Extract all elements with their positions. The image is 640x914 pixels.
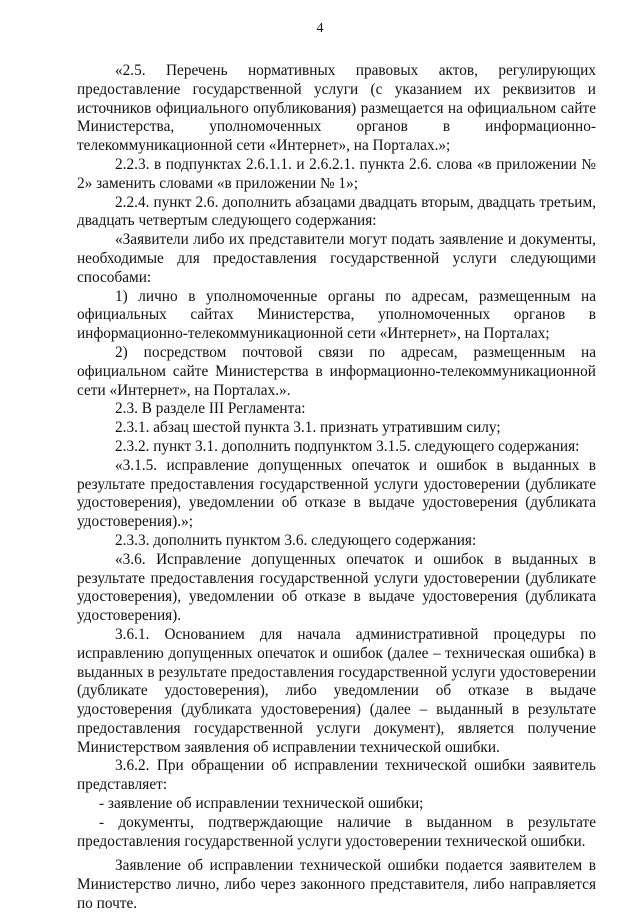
- page-number: 4: [316, 21, 324, 36]
- paragraph-3-6: «3.6. Исправление допущенных опечаток и ошибок в выданных в результате предоставления государственной услуги удостоверении (дубликате удостоверения), уведомлении об отказе в выдаче удостоверения (дубликата удостоверения).: [77, 550, 596, 625]
- paragraph-2-2-3: 2.2.3. в подпунктах 2.6.1.1. и 2.6.2.1. пункта 2.6. слова «в приложении № 2» заменить словами «в приложении № 1»;: [77, 155, 596, 192]
- paragraph-applicants: «Заявители либо их представители могут подать заявление и документы, необходимые для предоставления государственной услуги следующими способами:: [77, 231, 596, 286]
- document-body: [77, 62, 596, 914]
- list-item-documents: - документы, подтверждающие наличие в выданном в результате предоставления государственной услуги удостоверении технической ошибки.: [77, 813, 596, 850]
- list-item-application: - заявление об исправлении технической ошибки;: [99, 795, 424, 813]
- paragraph-2-3-3: 2.3.3. дополнить пунктом 3.6. следующего содержания:: [115, 531, 477, 549]
- paragraph-3-1-5: «3.1.5. исправление допущенных опечаток и ошибок в выданных в результате предоставления государственной услуги удостоверении (дубликате удостоверения), уведомлении об отказе в выдаче удостоверения (дубликата удостоверения).»;: [77, 456, 596, 531]
- paragraph-2-3-1: 2.3.1. абзац шестой пункта 3.1. признать утратившим силу;: [115, 419, 501, 437]
- paragraph-2-3: 2.3. В разделе III Регламента:: [115, 400, 306, 418]
- paragraph-3-6-2: 3.6.2. При обращении об исправлении технической ошибки заявитель представляет:: [77, 757, 596, 794]
- paragraph-method-2: 2) посредством почтовой связи по адресам, размещенным на официальном сайте Министерства в информационно-телекоммуникационной сети «Интернет», на Порталах.».: [77, 343, 596, 399]
- paragraph-2-2-4: 2.2.4. пункт 2.6. дополнить абзацами двадцать вторым, двадцать третьим, двадцать четвертым следующего содержания:: [77, 193, 596, 230]
- paragraph-submission: Заявление об исправлении технической ошибки подается заявителем в Министерство лично, либо через законного представителя, либо направляется по почте.: [77, 857, 596, 913]
- paragraph-3-6-1: 3.6.1. Основанием для начала административной процедуры по исправлению допущенных опечаток и ошибок (далее – техническая ошибка) в выданных в результате предоставления государственной услуги удостоверении (дубликате удостоверения), либо уведомлении об отказе в выдаче удостоверения (дубликата удостоверения) (далее – выданный в результате предоставления государственной услуги документ), является получение Министерством заявления об исправлении технической ошибки.: [77, 625, 596, 756]
- paragraph-method-1: 1) лично в уполномоченные органы по адресам, размещенным на официальных сайтах Министерства, уполномоченных органов в информационно-телекоммуникационной сети «Интернет», на Порталах;: [77, 287, 596, 343]
- paragraph-2-5: «2.5. Перечень нормативных правовых актов, регулирующих предоставление государственной услуги (с указанием их реквизитов и источников официального опубликования) размещается на официальном сайте Министерства, уполномоченных органов в информационно-телекоммуникационной сети «Интернет», на Порталах.»;: [77, 62, 596, 155]
- paragraph-2-3-2: 2.3.2. пункт 3.1. дополнить подпунктом 3.1.5. следующего содержания:: [115, 437, 580, 455]
